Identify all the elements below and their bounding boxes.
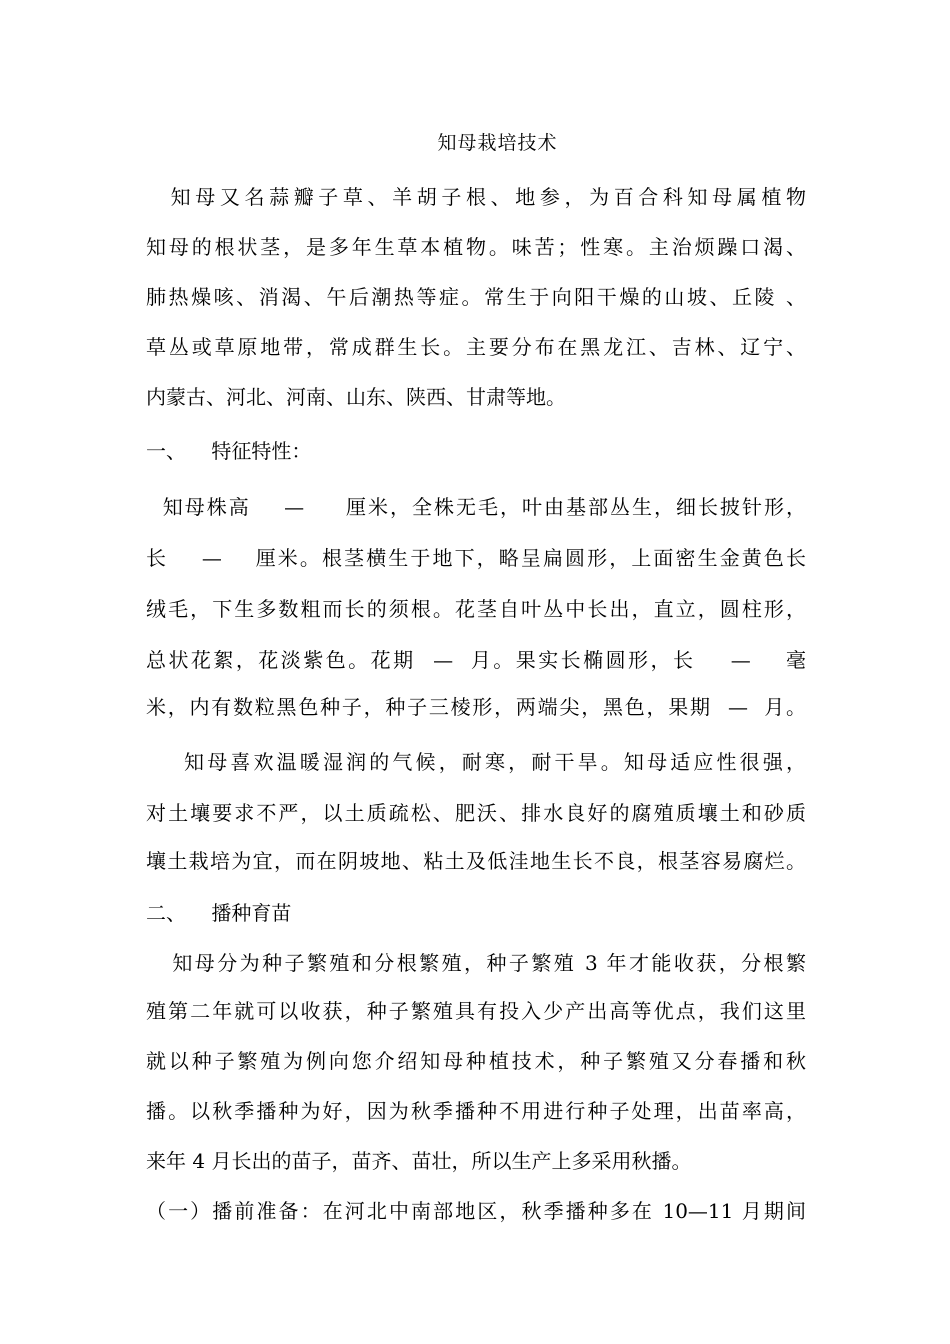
paragraph-line: 播。以秋季播种为好，因为秋季播种不用进行种子处理，出苗率高， — [146, 1099, 806, 1123]
paragraph-line: 知母的根状茎，是多年生草本植物。味苦；性寒。主治烦躁口渴、 — [146, 235, 806, 259]
paragraph-line: 殖第二年就可以收获，种子繁殖具有投入少产出高等优点，我们这里 — [146, 999, 806, 1023]
paragraph-line: 肺热燥咳、消渴、午后潮热等症。常生于向阳干燥的山坡、丘陵 、 — [146, 285, 806, 309]
paragraph-line: 壤土栽培为宜，而在阴坡地、粘土及低洼地生长不良，根茎容易腐烂。 — [146, 849, 806, 873]
paragraph-line: 知母喜欢温暖湿润的气候，耐寒，耐干旱。知母适应性很强， — [146, 750, 806, 774]
paragraph-line: （一）播前准备：在河北中南部地区，秋季播种多在 10—11 月期间 — [146, 1199, 806, 1223]
paragraph-line: 内蒙古、河北、河南、山东、陕西、甘肃等地。 — [146, 385, 566, 409]
paragraph-line: 绒毛，下生多数粗而长的须根。花茎自叶丛中长出，直立，圆柱形， — [146, 597, 806, 621]
document-title: 知母栽培技术 — [437, 132, 558, 154]
paragraph-line: 知母分为种子繁殖和分根繁殖，种子繁殖 3 年才能收获，分根繁 — [146, 951, 806, 975]
paragraph-line: 来年 4 月长出的苗子，苗齐、苗壮，所以生产上多采用秋播。 — [146, 1149, 692, 1173]
section-heading: 二、 播种育苗 — [146, 901, 292, 925]
paragraph-line: 草丛或草原地带，常成群生长。主要分布在黑龙江、吉林、辽宁、 — [146, 335, 806, 359]
paragraph-line: 就以种子繁殖为例向您介绍知母种植技术，种子繁殖又分春播和秋 — [146, 1049, 806, 1073]
paragraph-line: 米，内有数粒黑色种子，种子三棱形，两端尖，黑色，果期 — 月。 — [146, 695, 806, 719]
paragraph-line: 对土壤要求不严，以土质疏松、肥沃、排水良好的腐殖质壤土和砂质 — [146, 801, 806, 825]
paragraph-line: 长 — 厘米。根茎横生于地下，略呈扁圆形，上面密生金黄色长 — [146, 546, 806, 570]
section-heading: 一、 特征特性： — [146, 439, 312, 463]
paragraph-line: 知母株高 — 厘米，全株无毛，叶由基部丛生，细长披针形， — [146, 495, 806, 519]
paragraph-line: 知母又名蒜瓣子草、羊胡子根、地参，为百合科知母属植物 — [146, 185, 806, 209]
paragraph-line: 总状花絮，花淡紫色。花期 — 月。果实长椭圆形，长 — 毫 — [146, 648, 806, 672]
